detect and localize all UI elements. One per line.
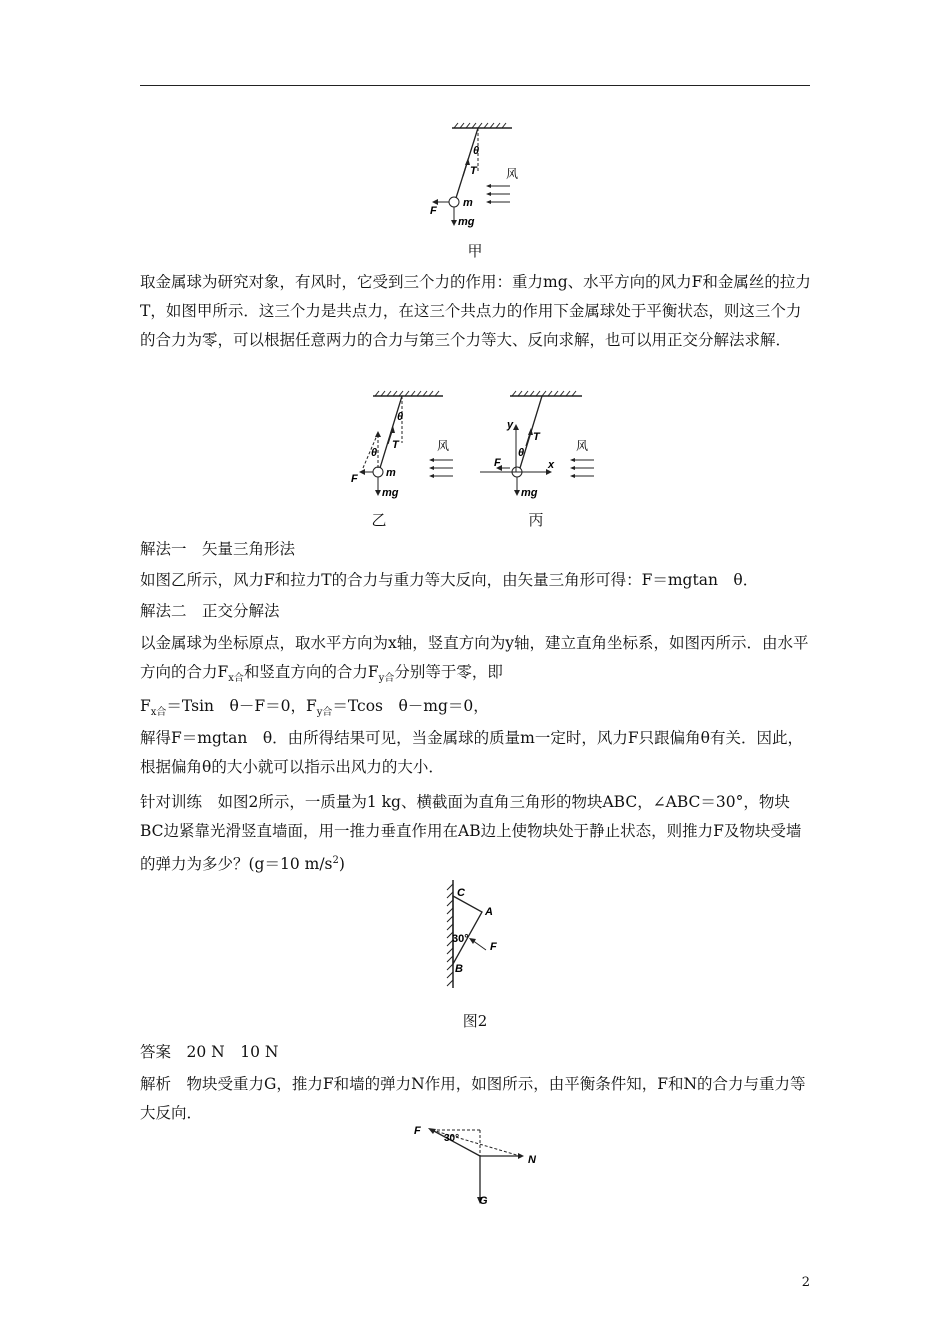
fig-jia-wind: 风: [506, 167, 519, 181]
fig2-angle: 30°: [452, 933, 469, 945]
fig-yi-T: T: [392, 439, 399, 451]
fig-ans-N: N: [528, 1154, 536, 1166]
fig-bing-wind: 风: [576, 439, 589, 453]
fig-yi-F: F: [351, 473, 358, 485]
fig-ans-G: G: [479, 1195, 488, 1207]
page-number: 2: [801, 1275, 810, 1290]
fig-bing-mg: mg: [521, 487, 538, 499]
fig-jia-caption: 甲: [467, 242, 483, 260]
equations: $F_{x合}=Tsin$ θ－F＝0，$F_{y合}=Tcos$ θ－mg＝0，: [140, 697, 489, 719]
fig-yi-theta-top: θ: [397, 411, 404, 423]
fig-yi-mg: mg: [382, 487, 399, 499]
fig-yi-m: m: [386, 467, 396, 479]
fig2-C: C: [457, 887, 465, 899]
header-rule: [140, 85, 810, 86]
fig-bing-T: T: [533, 431, 540, 443]
fig2-A: A: [485, 906, 493, 918]
fig-ans-F: F: [414, 1125, 421, 1137]
paragraph-method-1: 如图乙所示，风力F和拉力T的合力与重力等大反向，由矢量三角形可得：F＝mgtan θ．: [140, 571, 759, 589]
fig-bing-caption: 丙: [528, 511, 544, 529]
fig-jia-theta: θ: [473, 145, 480, 157]
method-2-title: 解法二 正交分解法: [140, 602, 280, 620]
figure-answer: [408, 1118, 548, 1213]
fig-yi-theta: θ: [371, 447, 378, 459]
fig-jia-mg: mg: [458, 216, 475, 228]
fig-yi-wind: 风: [437, 439, 450, 453]
fig-jia-F: F: [430, 205, 437, 217]
fig-ans-angle: 30°: [444, 1133, 460, 1144]
fig-yi-caption: 乙: [371, 511, 387, 529]
figure-2: [438, 878, 518, 993]
fig2-caption: 图2: [462, 1012, 488, 1030]
fig2-B: B: [455, 963, 463, 975]
fig-bing-theta: θ: [518, 447, 525, 459]
fig-bing-x: x: [548, 459, 555, 471]
analysis: 解析 物块受重力G，推力F和墙的弹力N作用，如图所示，由平衡条件知，F和N的合力与重力等大反向．: [140, 1075, 806, 1122]
fig-jia-T: T: [470, 165, 477, 177]
fig-bing-F: F: [494, 457, 501, 469]
exercise-text: 针对训练 如图2所示，一质量为1 kg、横截面为直角三角形的物块ABC，∠ABC＝30°，物块BC边紧靠光滑竖直墙面，用一推力垂直作用在AB边上使物块处于静止状态，则推力F及物块受墙的弹力为多少？(g＝10 $m/s^2$): [140, 793, 802, 874]
fig2-F: F: [490, 941, 497, 953]
answer: 答案 20 N 10 N: [140, 1043, 279, 1061]
fig-bing-y: y: [507, 419, 514, 431]
paragraph-method-2: 以金属球为坐标原点，取水平方向为x轴，竖直方向为y轴，建立直角坐标系，如图丙所示．由水平方向的合力$F_{x合}$和竖直方向的合力$F_{y合}$分别等于零，即: [140, 634, 809, 685]
figure-bing: [470, 388, 600, 510]
fig-jia-m: m: [463, 197, 473, 209]
figure-yi: [345, 388, 465, 510]
paragraph-1: 取金属球为研究对象，有风时，它受到三个力的作用：重力mg、水平方向的风力F和金属丝的拉力T，如图甲所示．这三个力是共点力，在这三个共点力的作用下金属球处于平衡状态，则这三个力的合力为零，可以根据任意两力的合力与第三个力等大、反向求解，也可以用正交分解法求解．: [140, 273, 811, 349]
method-1-title: 解法一 矢量三角形法: [140, 540, 296, 558]
paragraph-solution: 解得F＝mgtan θ．由所得结果可见，当金属球的质量m一定时，风力F只跟偏角θ有关．因此，根据偏角θ的大小就可以指示出风力的大小．: [140, 729, 803, 776]
figure-jia: [420, 118, 530, 233]
